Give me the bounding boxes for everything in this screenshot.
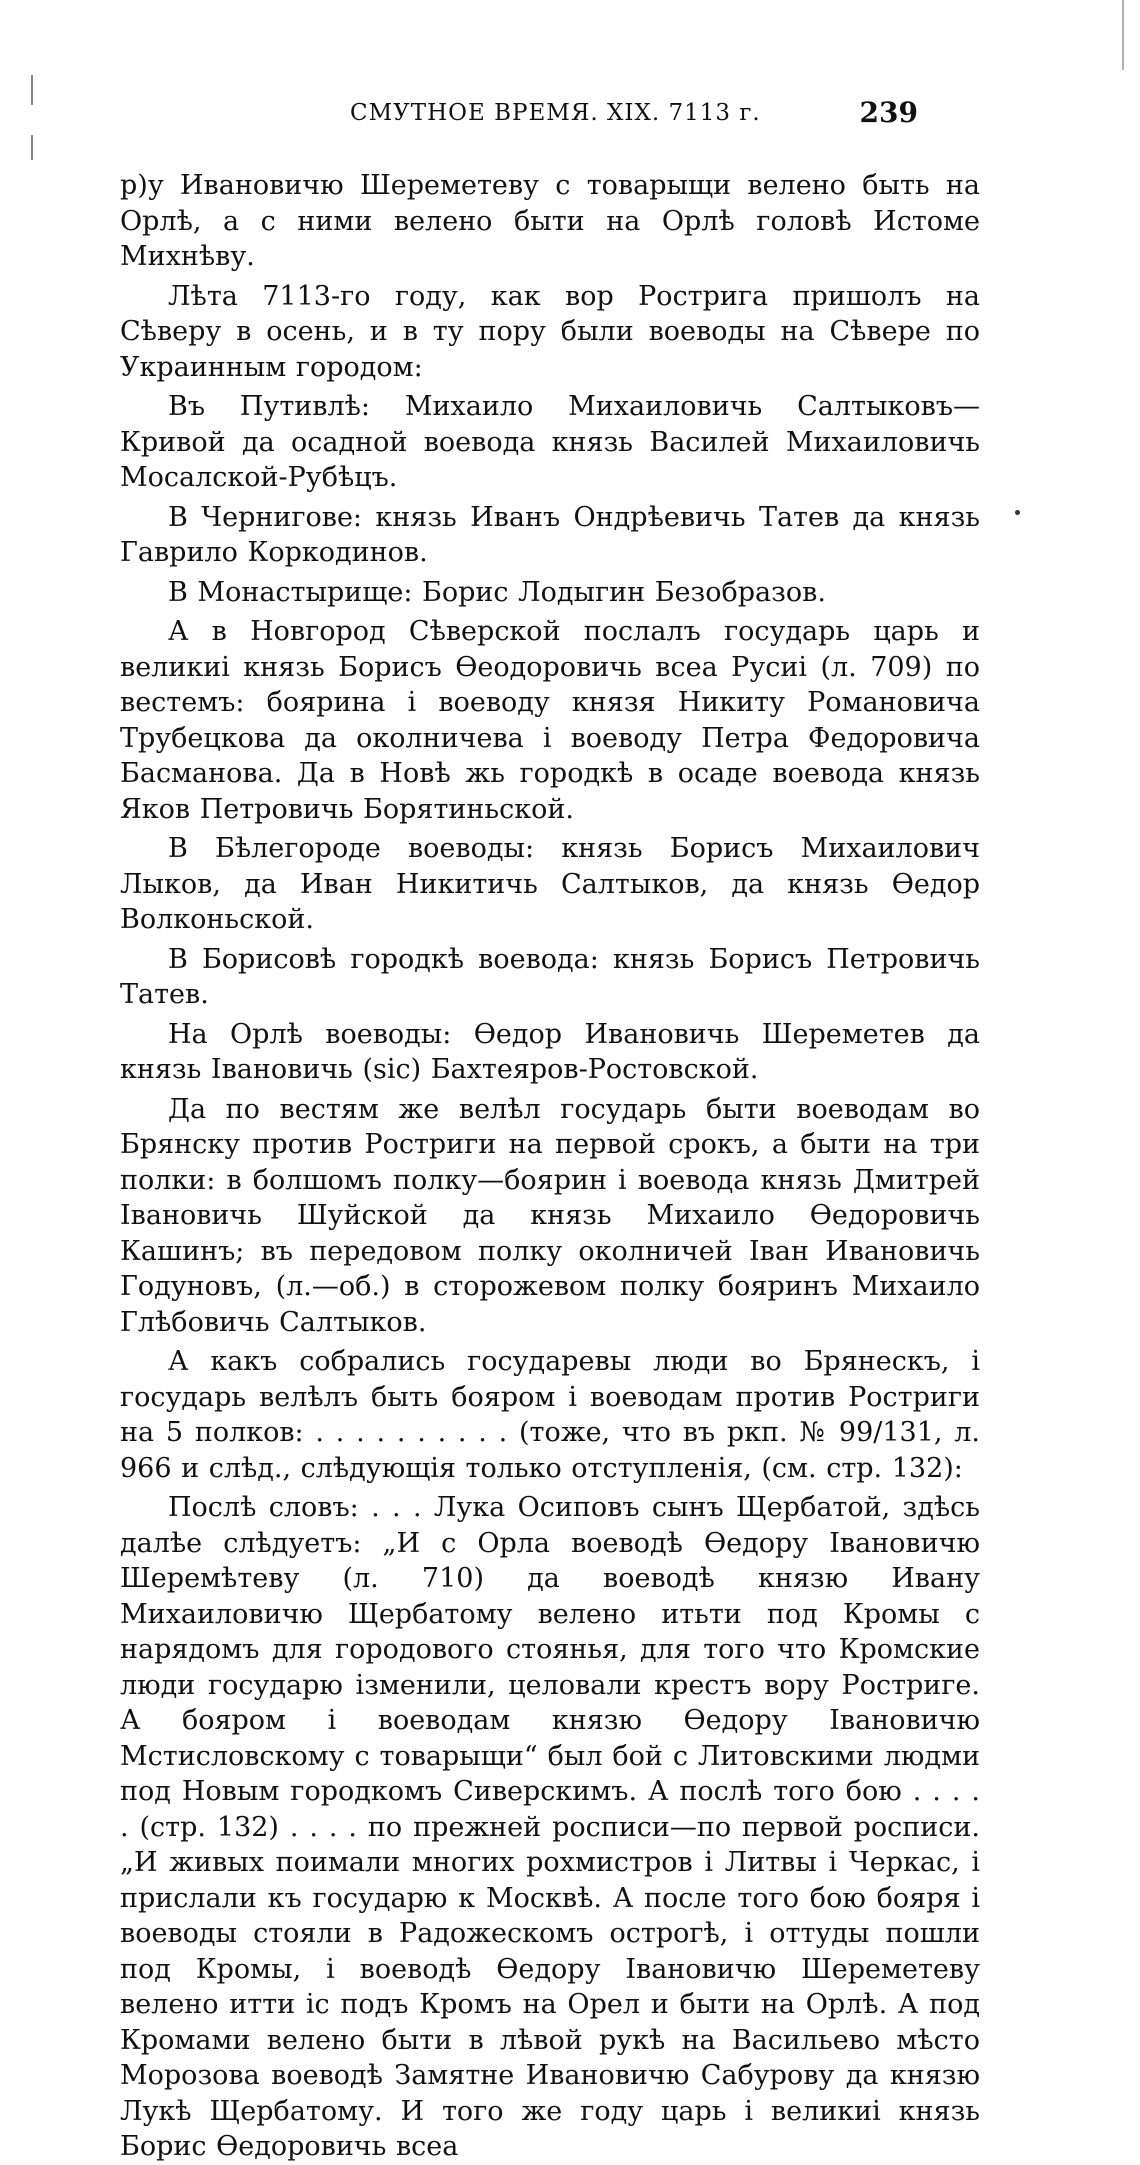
paragraph: Послѣ словъ: . . . Лука Осиповъ сынъ Щербатой, здѣсь далѣе слѣдуетъ: „И с Орла воеводѣ Өедору Івановичю Шеремѣтеву (л. 710) да воеводѣ князю Ивану Михаиловичю Щербатому велено итьти под Кромы с нарядомъ для городового стоянья, для того что Кромские люди государю ізменили, целовали крестъ вору Ростриге. А бояром і воеводам князю Өедору Івановичю Мстисловскому с товарыщи“ был бой с Литовскими людми под Новым городкомъ Сиверскимъ. А послѣ того бою . . . . . (стр. 132) . . . . по прежней росписи—по первой росписи. „И живых поимали многих рохмистров і Литвы і Черкас, і прислали къ государю к Москвѣ. А после того бою бояря і воеводы стояли в Радожескомъ острогѣ, і оттуды пошли под Кромы, і воеводѣ Өедору Івановичю Шереметеву велено итти іс подъ Кромъ на Орел и быти на Орлѣ. А под Кромами велено быти в лѣвой рукѣ на Васильево мѣсто Морозова воеводѣ Замятне Ивановичю Сабурову да князю Лукѣ Щербатому. И того же году царь і великиі князь Борис Өедоровичь всеа [120, 1492, 980, 2162]
paragraph: Да по вестям же велѣл государь быти воеводам во Брянску против Ростриги на первой срокъ, а быти на три полки: в болшомъ полку—боярин і воевода князь Дмитрей Івановичь Шуйской да князь Михаило Өедоровичь Кашинъ; въ передовом полку околничей Іван Ивановичь Годуновъ, (л.—об.) в сторожевом полку бояринъ Михаило Глѣбовичь Салтыков. [120, 1093, 980, 1338]
paragraph: р)у Ивановичю Шереметеву с товарыщи велено быть на Орлѣ, а с ними велено быти на Орлѣ головѣ Истоме Михнѣву. [120, 170, 980, 272]
paragraph: А в Новгород Сѣверской послалъ государь царь и великиі князь Борисъ Өеодоровичь всеа Русиі (л. 709) по вестемъ: боярина і воеводу князя Никиту Романовича Трубецкова да околничева і воеводу Петра Федоровича Басманова. Да в Новѣ жь городкѣ в осаде воевода князь Яков Петровичь Борятиньской. [120, 616, 980, 825]
paragraph: В Бѣлегороде воеводы: князь Борисъ Михаилович Лыков, да Иван Никитичь Салтыков, да князь Өедор Волконьской. [120, 833, 980, 935]
paragraph: В Чернигове: князь Иванъ Ондрѣевичь Татев да князь Гаврило Коркодинов. [120, 501, 980, 568]
paragraph: В Монастырище: Борис Лодыгин Безобразов. [168, 576, 826, 608]
page-number: 239 [859, 96, 918, 129]
body-text [120, 168, 980, 2165]
scan-margin-mark [31, 135, 33, 160]
paragraph: Въ Путивлѣ: Михаило Михаиловичь Салтыковъ—Кривой да осадной воевода князь Василей Михаиловичь Мосалской-Рубѣцъ. [120, 391, 980, 493]
scan-edge-line [1122, 0, 1124, 70]
paragraph: В Борисовѣ городкѣ воевода: князь Борисъ Петровичь Татев. [120, 943, 980, 1010]
margin-dot [1015, 510, 1020, 515]
scan-margin-mark [31, 75, 33, 105]
page-header [140, 96, 980, 140]
paragraph: Лѣта 7113-го году, как вор Рострига пришолъ на Сѣверу в осень, и в ту пору были воеводы на Сѣвере по Украинным городом: [120, 280, 980, 383]
paragraph: На Орлѣ воеводы: Өедор Ивановичь Шереметев да князь Івановичь (sic) Бахтеяров-Ростовской. [120, 1018, 980, 1085]
running-head: СМУТНОЕ ВРЕМЯ. XIX. 7113 г. [350, 100, 761, 126]
paragraph: А какъ собрались государевы люди во Брянескъ, і государь велѣлъ быть бояром і воеводам против Ростриги на 5 полков: . . . . . . . . . . (тоже, что въ ркп. № 99/131, л. 966 и слѣд., слѣдующія только отступленія, (см. стр. 132): [120, 1346, 980, 1484]
